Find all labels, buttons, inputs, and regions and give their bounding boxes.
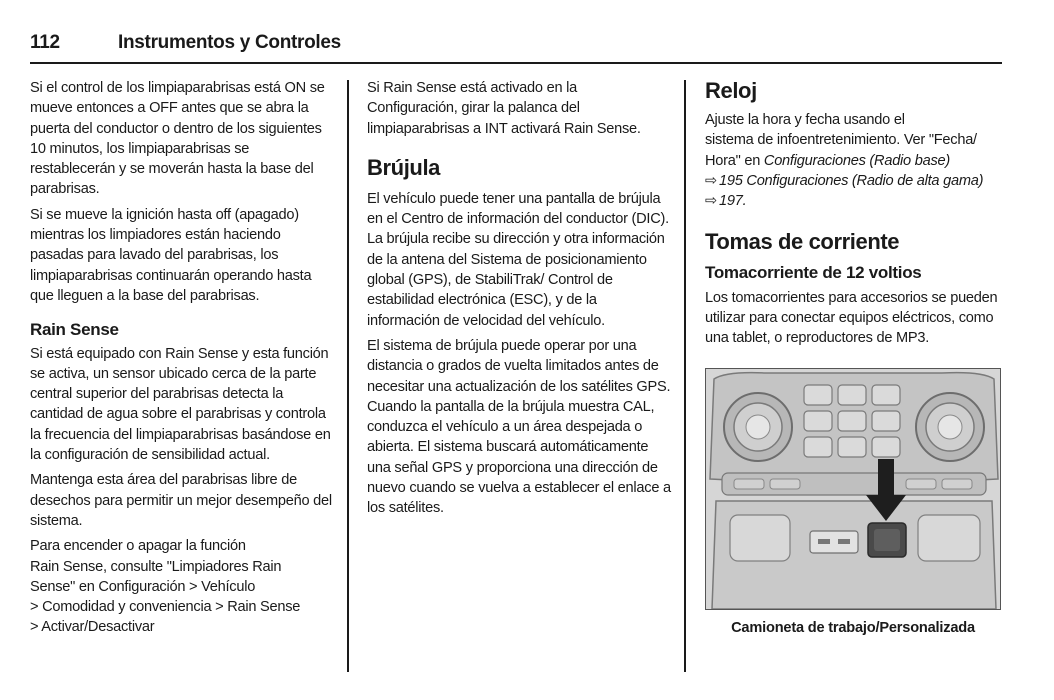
keep-clear-paragraph: Mantenga esta área del parabrisas libre de desechos para permitir un mejor desempeño del sistema.	[30, 472, 332, 529]
rain-sense-paragraph: Si está equipado con Rain Sense y esta función se activa, un sensor ubicado cerca de la parte central superior del parabrisas detecta la cantidad de agua sobre el parabrisas y controla la frecuencia del limpiaparabrisas basándose en la configuración de sensibilidad actual.	[30, 345, 331, 464]
clock-heading: Reloj	[705, 78, 757, 103]
clock-paragraph: Ajuste la hora y fecha usando el sistema de infoentretenimiento. Ver "Fecha/ Hora" en Configuraciones (Radio base) ⇨ 195 Configuraciones (Radio de alta gama) ⇨ 197.	[705, 110, 1005, 211]
climate-button-grid	[804, 385, 900, 457]
header-rule	[30, 62, 1002, 64]
running-header	[30, 30, 1002, 64]
power-outlets-heading: Tomas de corriente	[705, 229, 900, 255]
rain-sense-settings-paragraph: Para encender o apagar la función Rain Sense, consulte "Limpiadores Rain Sense" en Configuración > Vehículo > Comodidad y conveniencia > Rain Sense > Activar/Desactivar	[30, 538, 301, 636]
power-outlet-illustration	[705, 368, 1001, 610]
page-reference-link[interactable]: 195 Configuraciones (Radio de alta gama)	[719, 172, 984, 189]
left-knob-icon	[724, 393, 792, 461]
page-reference-arrow-icon: ⇨	[705, 172, 717, 189]
page-reference-link[interactable]: 197.	[719, 193, 747, 210]
rain-sense-heading: Rain Sense	[30, 320, 119, 340]
12v-outlet-icon	[868, 523, 906, 557]
12v-outlet-heading: Tomacorriente de 12 voltios	[705, 263, 922, 283]
compass-heading: Brújula	[367, 154, 440, 180]
usb-ports-icon	[810, 531, 858, 553]
chapter-title: Instrumentos y Controles	[118, 32, 341, 53]
compass-display-paragraph: El vehículo puede tener una pantalla de brújula en el Centro de información del conductor (DIC). La brújula recibe su dirección y otra información de la antena del Sistema de posicionamiento global (GPS), de StabiliTrak/ Control de estabilidad electrónica (ESC), y de la información de velocidad del vehículo.	[367, 190, 669, 329]
column-middle	[367, 78, 671, 524]
page-number: 112	[30, 32, 60, 53]
console-drawing	[706, 369, 1001, 610]
figure-caption: Camioneta de trabajo/Personalizada	[731, 620, 975, 636]
power-outlets-paragraph: Los tomacorrientes para accesorios se pueden utilizar para conectar equipos eléctricos, como una tablet, o reproductores de MP3.	[705, 289, 998, 347]
ignition-off-paragraph: Si se mueve la ignición hasta off (apagado) mientras los limpiadores están haciendo pasadas para lavado del parabrisas, los limpiaparabrisas continuarán operando hasta que lleguen a la base del parabrisas.	[30, 206, 312, 304]
column-right	[705, 78, 1005, 354]
wiper-reset-paragraph: Si el control de los limpiaparabrisas está ON se mueve entonces a OFF antes que se abra la puerta del conductor o dentro de los siguientes 10 minutos, los limpiaparabrisas se restablecerán y se moverán hasta la base del parabrisas.	[30, 80, 325, 198]
column-divider-left	[347, 80, 349, 672]
page-reference-arrow-icon: ⇨	[705, 193, 717, 210]
rain-sense-int-paragraph: Si Rain Sense está activado en la Configuración, girar la palanca del limpiaparabrisas a INT activará Rain Sense.	[367, 80, 641, 137]
column-divider-right	[684, 80, 686, 672]
compass-calibration-paragraph: El sistema de brújula puede operar por una distancia o grados de vuelta limitados antes de necesitar una actualización de los satélites GPS. Cuando la pantalla de la brújula muestra CAL, conduzca el vehículo a un área despejada o abierta. El sistema buscará automáticamente una señal GPS y proporciona una dirección de nuevo cuando se vuelva a establecer el enlace a los satélites.	[367, 337, 671, 517]
column-left	[30, 78, 334, 643]
right-knob-icon	[916, 393, 984, 461]
